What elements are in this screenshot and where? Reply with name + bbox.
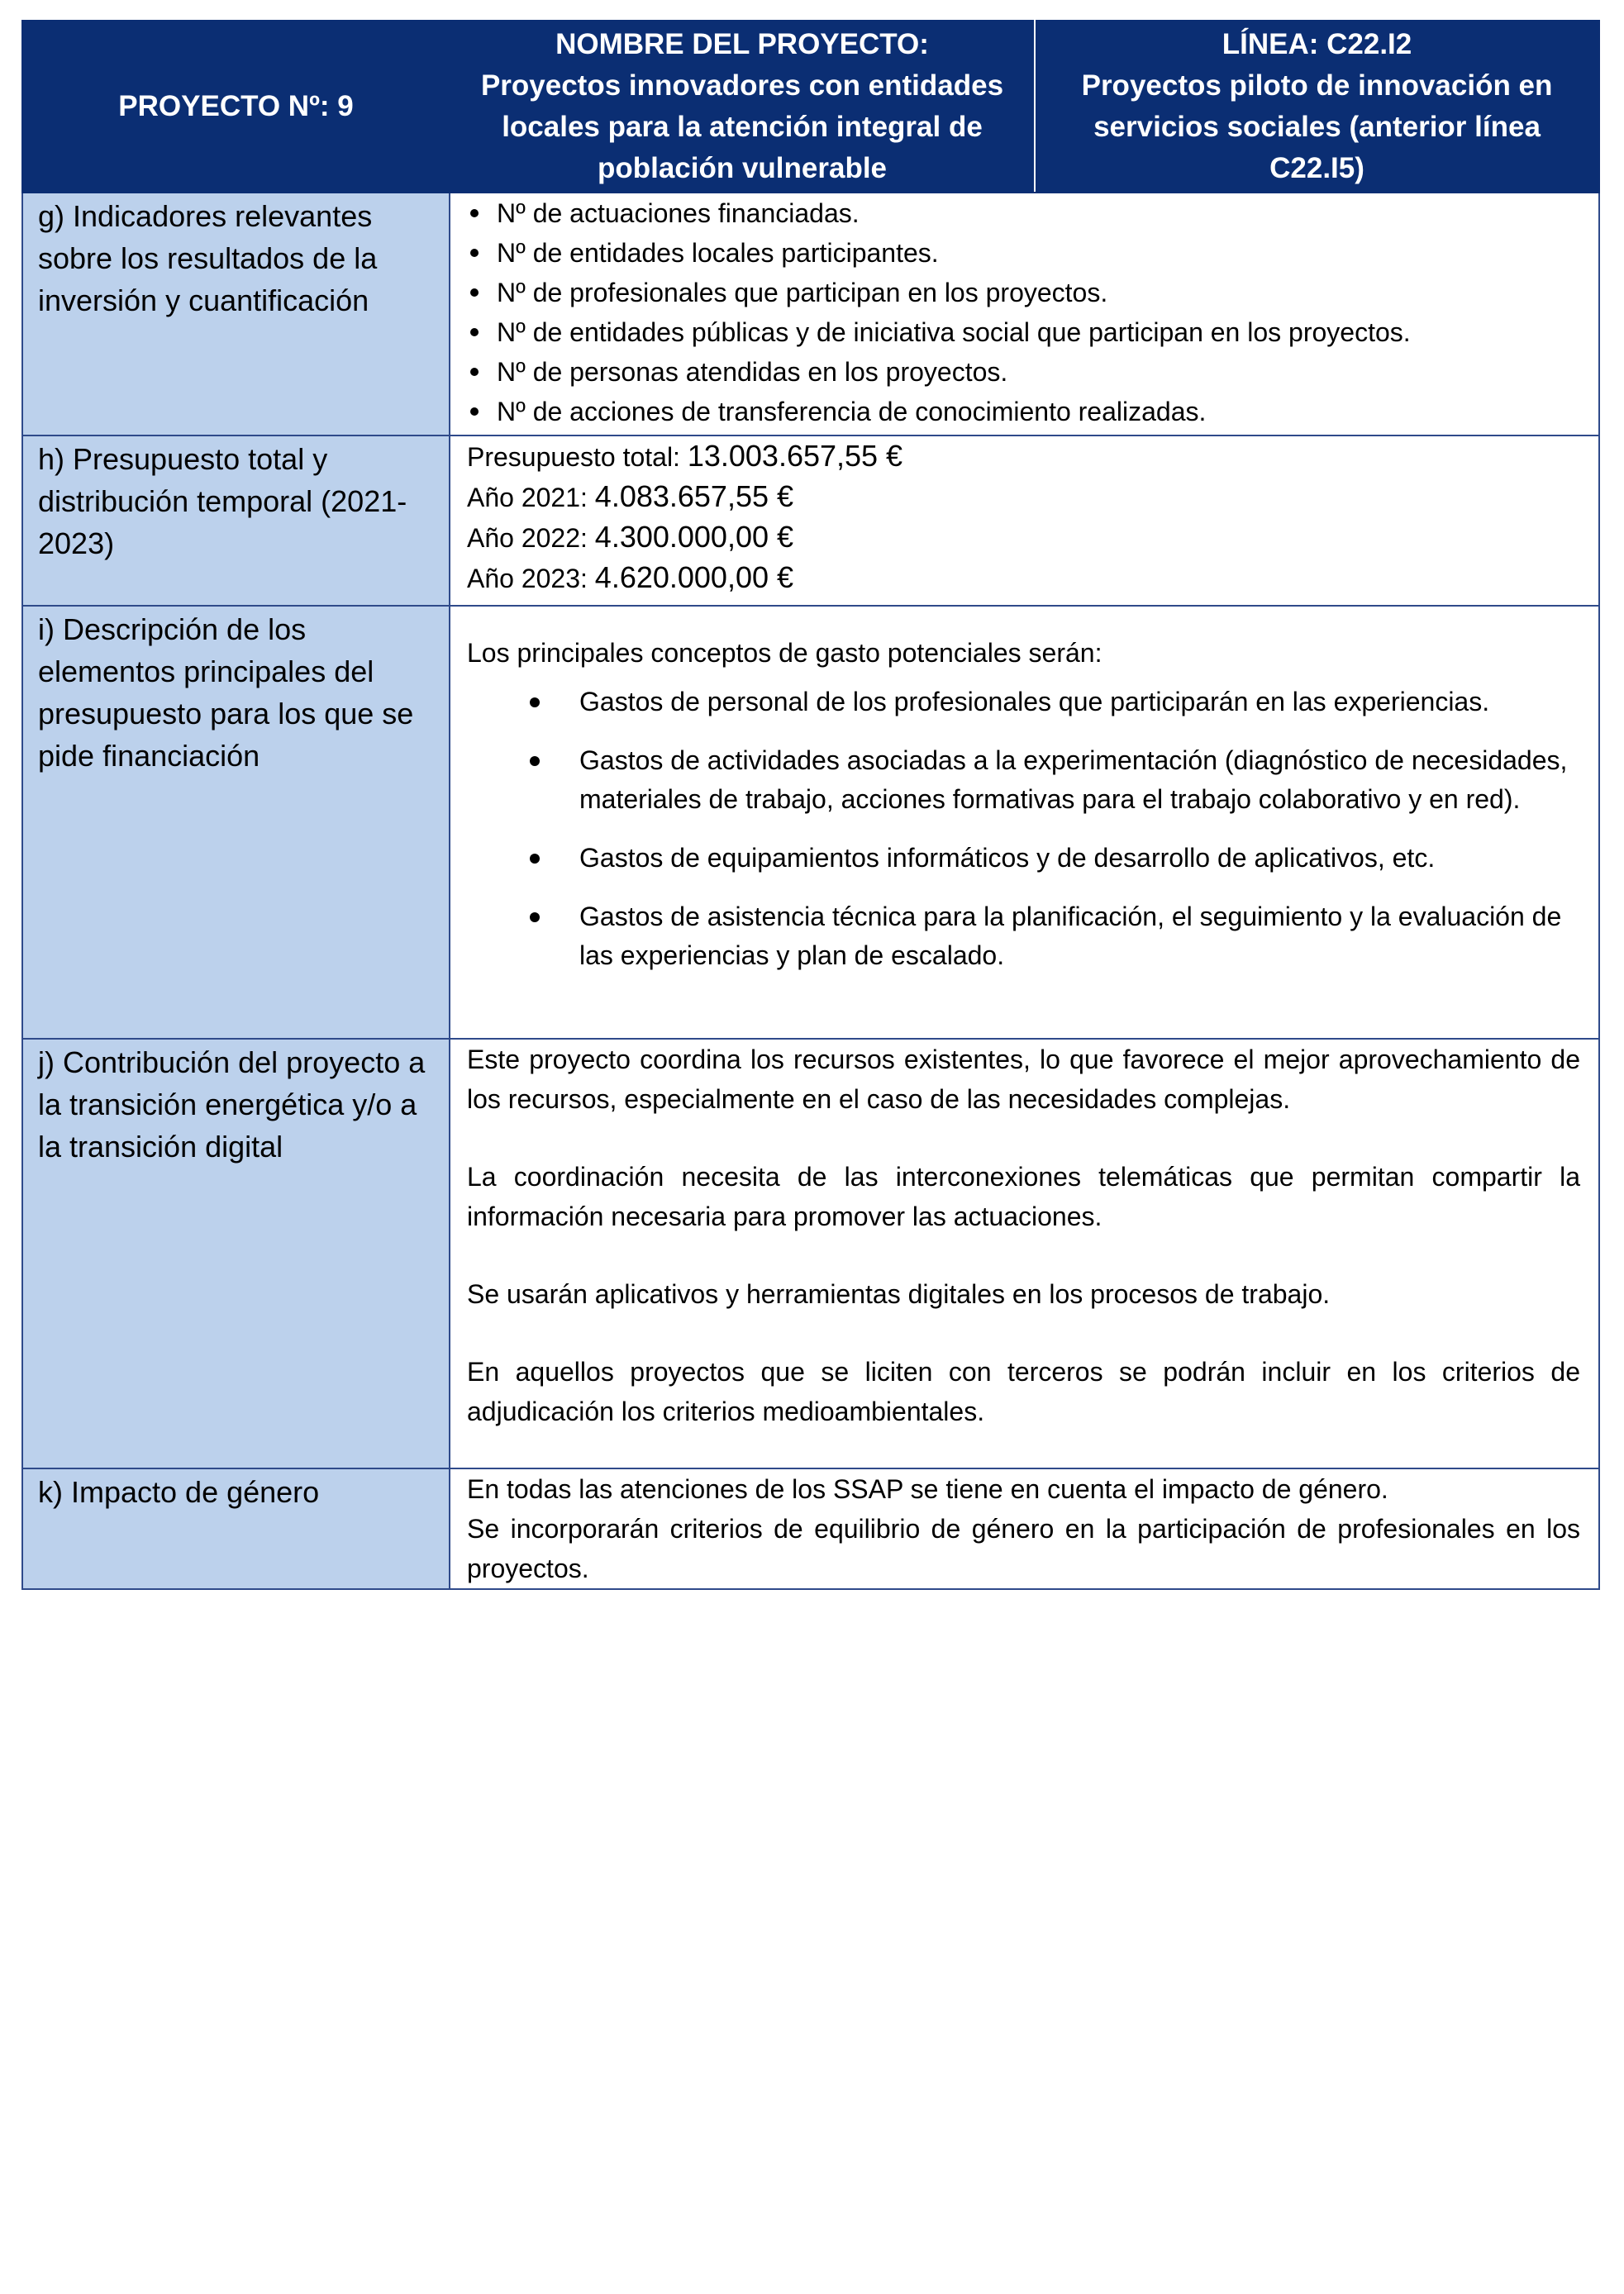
label-indicators-text: g) Indicadores relevantes sobre los resultados de la inversión y cuantificación — [38, 199, 378, 317]
list-item: Nº de entidades locales participantes. — [467, 233, 1580, 273]
budget-key: Año 2022: — [467, 523, 595, 553]
label-transition-text: j) Contribución del proyecto a la transición energética y/o a la transición digital — [38, 1045, 426, 1164]
list-item: Gastos de personal de los profesionales que participarán en las experiencias. — [467, 683, 1580, 721]
budget-amount: 4.083.657,55 € — [594, 479, 794, 513]
label-budget — [22, 435, 450, 606]
budget-key: Año 2023: — [467, 564, 595, 593]
budget-2022 — [467, 517, 1580, 558]
row-budget — [22, 435, 1599, 606]
project-table — [21, 20, 1600, 1590]
budget-2023 — [467, 558, 1580, 598]
row-transition — [22, 1039, 1599, 1468]
content-gender — [450, 1468, 1599, 1589]
header-row — [22, 21, 1599, 193]
project-name-title: NOMBRE DEL PROYECTO: — [555, 28, 929, 60]
list-item: Nº de acciones de transferencia de conocimiento realizadas. — [467, 392, 1580, 431]
project-line-value: Proyectos piloto de innovación en servicios sociales (anterior línea C22.I5) — [1081, 69, 1553, 184]
label-gender-text: k) Impacto de género — [38, 1475, 320, 1509]
budget-key: Presupuesto total: — [467, 442, 688, 472]
project-number-cell — [22, 21, 450, 193]
row-indicators — [22, 193, 1599, 435]
project-line-title: LÍNEA: C22.I2 — [1222, 28, 1412, 60]
transition-paragraph: Se usarán aplicativos y herramientas digitales en los procesos de trabajo. — [467, 1279, 1331, 1309]
project-name-cell — [450, 21, 1035, 193]
row-budget-elements — [22, 606, 1599, 1039]
gender-paragraph: Se incorporarán criterios de equilibrio de género en la participación de profesionales en los proyectos. — [467, 1514, 1580, 1583]
list-item: Gastos de asistencia técnica para la planificación, el seguimiento y la evaluación de las experiencias y plan de escalado. — [467, 897, 1580, 975]
budget-elements-intro: Los principales conceptos de gasto potenciales serán: — [467, 638, 1103, 668]
budget-2021 — [467, 477, 1580, 517]
transition-paragraph: En aquellos proyectos que se liciten con terceros se podrán incluir en los criterios de adjudicación los criterios medioambientales. — [467, 1357, 1580, 1426]
list-item: Nº de profesionales que participan en los proyectos. — [467, 273, 1580, 312]
list-item: Nº de personas atendidas en los proyectos. — [467, 352, 1580, 392]
list-item: Nº de entidades públicas y de iniciativa social que participan en los proyectos. — [467, 312, 1580, 352]
list-item: Gastos de equipamientos informáticos y de desarrollo de aplicativos, etc. — [467, 839, 1580, 878]
label-transition — [22, 1039, 450, 1468]
label-indicators — [22, 193, 450, 435]
budget-amount: 4.620.000,00 € — [594, 560, 794, 594]
budget-key: Año 2021: — [467, 483, 595, 512]
document-sheet — [21, 20, 1598, 1590]
content-indicators — [450, 193, 1599, 435]
list-item: Nº de actuaciones financiadas. — [467, 193, 1580, 233]
budget-total — [467, 436, 1580, 477]
label-budget-text: h) Presupuesto total y distribución temporal (2021-2023) — [38, 442, 407, 560]
project-number: PROYECTO Nº: 9 — [118, 90, 354, 122]
budget-amount: 13.003.657,55 € — [687, 439, 903, 473]
label-budget-elements-text: i) Descripción de los elementos principales del presupuesto para los que se pide financiación — [38, 612, 414, 773]
transition-paragraph: La coordinación necesita de las interconexiones telemáticas que permitan compartir la información necesaria para promover las actuaciones. — [467, 1162, 1580, 1231]
content-transition — [450, 1039, 1599, 1468]
row-gender — [22, 1468, 1599, 1589]
transition-paragraph: Este proyecto coordina los recursos existentes, lo que favorece el mejor aprovechamiento de los recursos, especialmente en el caso de las necesidades complejas. — [467, 1045, 1580, 1114]
content-budget-elements — [450, 606, 1599, 1039]
gender-paragraph: En todas las atenciones de los SSAP se tiene en cuenta el impacto de género. — [467, 1474, 1388, 1504]
list-item: Gastos de actividades asociadas a la experimentación (diagnóstico de necesidades, materiales de trabajo, acciones formativas para el trabajo colaborativo y en red). — [467, 741, 1580, 819]
label-budget-elements — [22, 606, 450, 1039]
indicators-list — [467, 193, 1580, 431]
budget-amount: 4.300.000,00 € — [594, 520, 794, 554]
content-budget — [450, 435, 1599, 606]
budget-elements-list — [467, 683, 1580, 975]
project-name-value: Proyectos innovadores con entidades locales para la atención integral de población vulnerable — [480, 69, 1004, 184]
project-line-cell — [1035, 21, 1599, 193]
label-gender — [22, 1468, 450, 1589]
